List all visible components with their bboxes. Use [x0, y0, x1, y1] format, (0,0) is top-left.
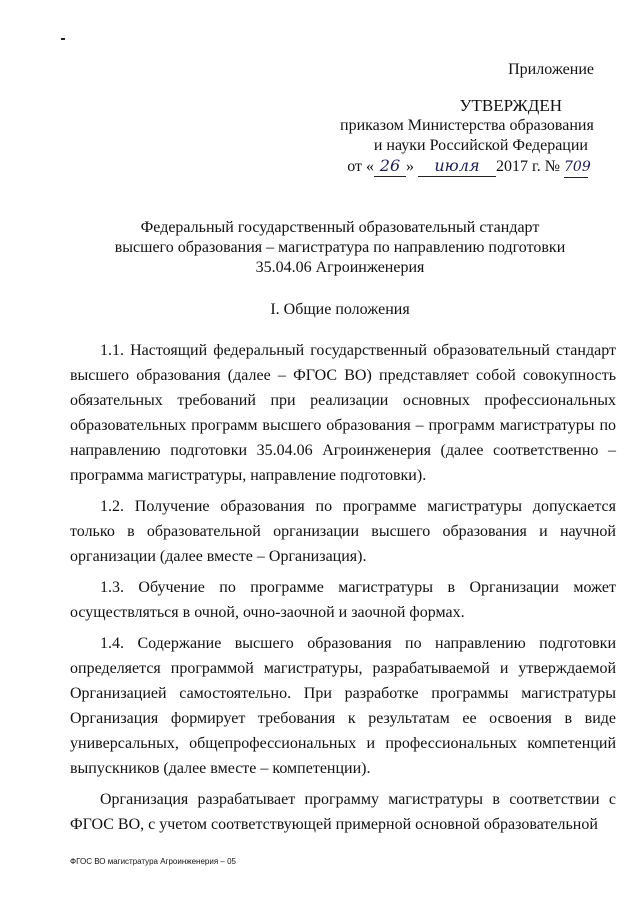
date-day-handwritten: 26: [374, 156, 406, 177]
page-footer: ФГОС ВО магистратура Агроинженерия – 05: [70, 857, 236, 866]
date-year: 2017 г. №: [495, 158, 560, 175]
order-line-2: и науки Российской Федерации: [373, 137, 588, 154]
title-line-2: высшего образования – магистратура по направлению подготовки: [114, 239, 566, 256]
order-line-1: приказом Министерства образования: [340, 117, 594, 134]
paragraph-1-4: 1.4. Содержание высшего образования по направлению подготовки определяется программой магистратуры, разрабатываемой и утверждаемой Организацией самостоятельно. При разработке программы магистратуры Организация формирует требования к результатам ее освоения в виде универсальных, общепрофессиональных и профессиональных компетенций выпускников (далее вместе – компетенции).: [70, 635, 616, 777]
title-line-3: 35.04.06 Агроинженерия: [255, 259, 425, 276]
section-heading: I. Общие положения: [270, 301, 410, 318]
paragraph-1-3: 1.3. Обучение по программе магистратуры в Организации может осуществляться в очной, очно-заочной и заочной формах.: [70, 579, 616, 621]
document-title: [60, 218, 620, 278]
paragraph-1-1: 1.1. Настоящий федеральный государственный образовательный стандарт высшего образования (далее – ФГОС ВО) представляет собой совокупность обязательных требований при реализации основных профессиональных образовательных программ высшего образования – программ магистратуры по направлению подготовки 35.04.06 Агроинженерия (далее соответственно – программа магистратуры, направление подготовки).: [70, 342, 616, 484]
date-prefix: от «: [347, 158, 374, 175]
appendix-label: Приложение: [508, 61, 594, 78]
order-date-line: [340, 156, 602, 178]
paragraph-organization: Организация разрабатывает программу магистратуры в соответствии с ФГОС ВО, с учетом соответствующей примерной основной образовательной: [70, 791, 616, 833]
approved-heading: УТВЕРЖДЕН: [459, 96, 562, 115]
approval-block: [340, 60, 602, 178]
date-mid: »: [405, 158, 414, 175]
paragraph-1-2: 1.2. Получение образования по программе магистратуры допускается только в образовательной организации высшего образования и научной организации (далее вместе – Организация).: [70, 498, 616, 565]
date-month-handwritten: июля: [418, 156, 496, 177]
title-line-1: Федеральный государственный образовательный стандарт: [140, 219, 540, 236]
scan-mark: [61, 38, 65, 40]
document-body: [70, 338, 616, 843]
order-number-handwritten: 709: [564, 157, 588, 178]
